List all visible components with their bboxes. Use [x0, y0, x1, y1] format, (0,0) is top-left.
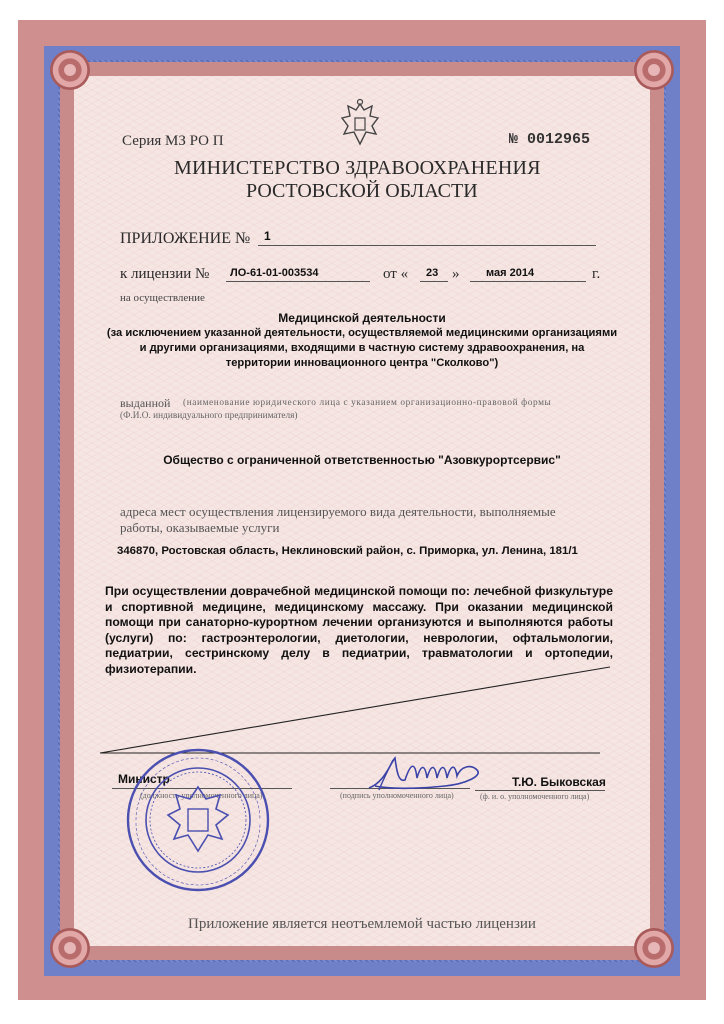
issued-hint-line2: (Ф.И.О. индивидуального предпринимателя): [120, 411, 298, 421]
corner-rosette-icon: [634, 50, 674, 90]
activity-line3: территории инновационного центра "Сколково"): [225, 357, 499, 369]
license-month-year: мая 2014: [486, 267, 535, 279]
address-label-line2: работы, оказываемые услуги: [120, 520, 280, 535]
month-year-underline: [470, 281, 586, 282]
activity-label: на осуществление: [120, 292, 205, 304]
activity-line2: и другими организациями, входящими в частную систему здравоохранения, на: [139, 342, 585, 354]
appendix-number: 1: [264, 229, 271, 243]
day-underline: [420, 281, 448, 282]
name-hint: (ф. и. о. уполномоченного лица): [480, 792, 590, 801]
address-label-line1: адреса мест осуществления лицензируемого вида деятельности, выполняемые: [120, 504, 556, 519]
diagonal-cancel-line: [100, 665, 620, 755]
license-label: к лицензии №: [120, 266, 210, 282]
signature-hint: (подпись уполномоченного лица): [340, 791, 454, 800]
appendix-label: ПРИЛОЖЕНИЕ №: [120, 230, 251, 247]
day-close-quote: »: [452, 266, 460, 282]
appendix-underline: [258, 245, 596, 246]
signatory-name: Т.Ю. Быковская: [512, 775, 606, 789]
name-underline: [475, 790, 605, 791]
official-seal-stamp: [122, 745, 274, 895]
corner-rosette-icon: [50, 50, 90, 90]
organization-name: Общество с ограниченной ответственностью "Азовкурортсервис": [163, 453, 561, 467]
russian-coat-of-arms-icon: [338, 98, 382, 148]
issued-label: выданной: [120, 396, 171, 410]
handwritten-signature: [365, 752, 490, 794]
issued-hint-line1: (наименование юридического лица с указанием организационно-правовой формы: [183, 398, 552, 408]
license-number-underline: [226, 281, 370, 282]
series-label: Серия МЗ РО П: [122, 133, 224, 149]
address-value: 346870, Ростовская область, Неклиновский район, с. Приморка, ул. Ленина, 181/1: [117, 545, 578, 557]
ministry-title-line1: МИНИСТЕРСТВО ЗДРАВООХРАНЕНИЯ: [174, 157, 541, 179]
license-number: ЛО-61-01-003534: [230, 267, 319, 279]
license-day: 23: [426, 267, 439, 279]
license-from-label: от «: [383, 266, 409, 282]
signatory-position: Министр: [118, 772, 170, 786]
position-hint: (должность уполномоченного лица): [140, 791, 263, 800]
document-number: № 0012965: [509, 131, 591, 148]
corner-rosette-icon: [50, 928, 90, 968]
footer-note: Приложение является неотъемлемой частью лицензии: [188, 916, 536, 932]
year-suffix: г.: [592, 266, 601, 282]
corner-rosette-icon: [634, 928, 674, 968]
ministry-title-line2: РОСТОВСКОЙ ОБЛАСТИ: [246, 180, 478, 202]
services-paragraph: При осуществлении доврачебной медицинской помощи по: лечебной физкультуре и спортивной медицине, медицинскому массажу. При оказании медицинской помощи при санаторно-курортном лечении организуются и выполняются работы (услуги) по: гастроэнтерологии, диетологии, неврологии, офтальмологии, педиатрии, сестринскому делу в педиатрии, травматологии и ортопедии, физиотерапии.: [105, 584, 613, 676]
activity-line1: (за исключением указанной деятельности, осуществляемой медицинскими организациями: [106, 327, 618, 339]
activity-title: Медицинской деятельности: [278, 311, 446, 325]
